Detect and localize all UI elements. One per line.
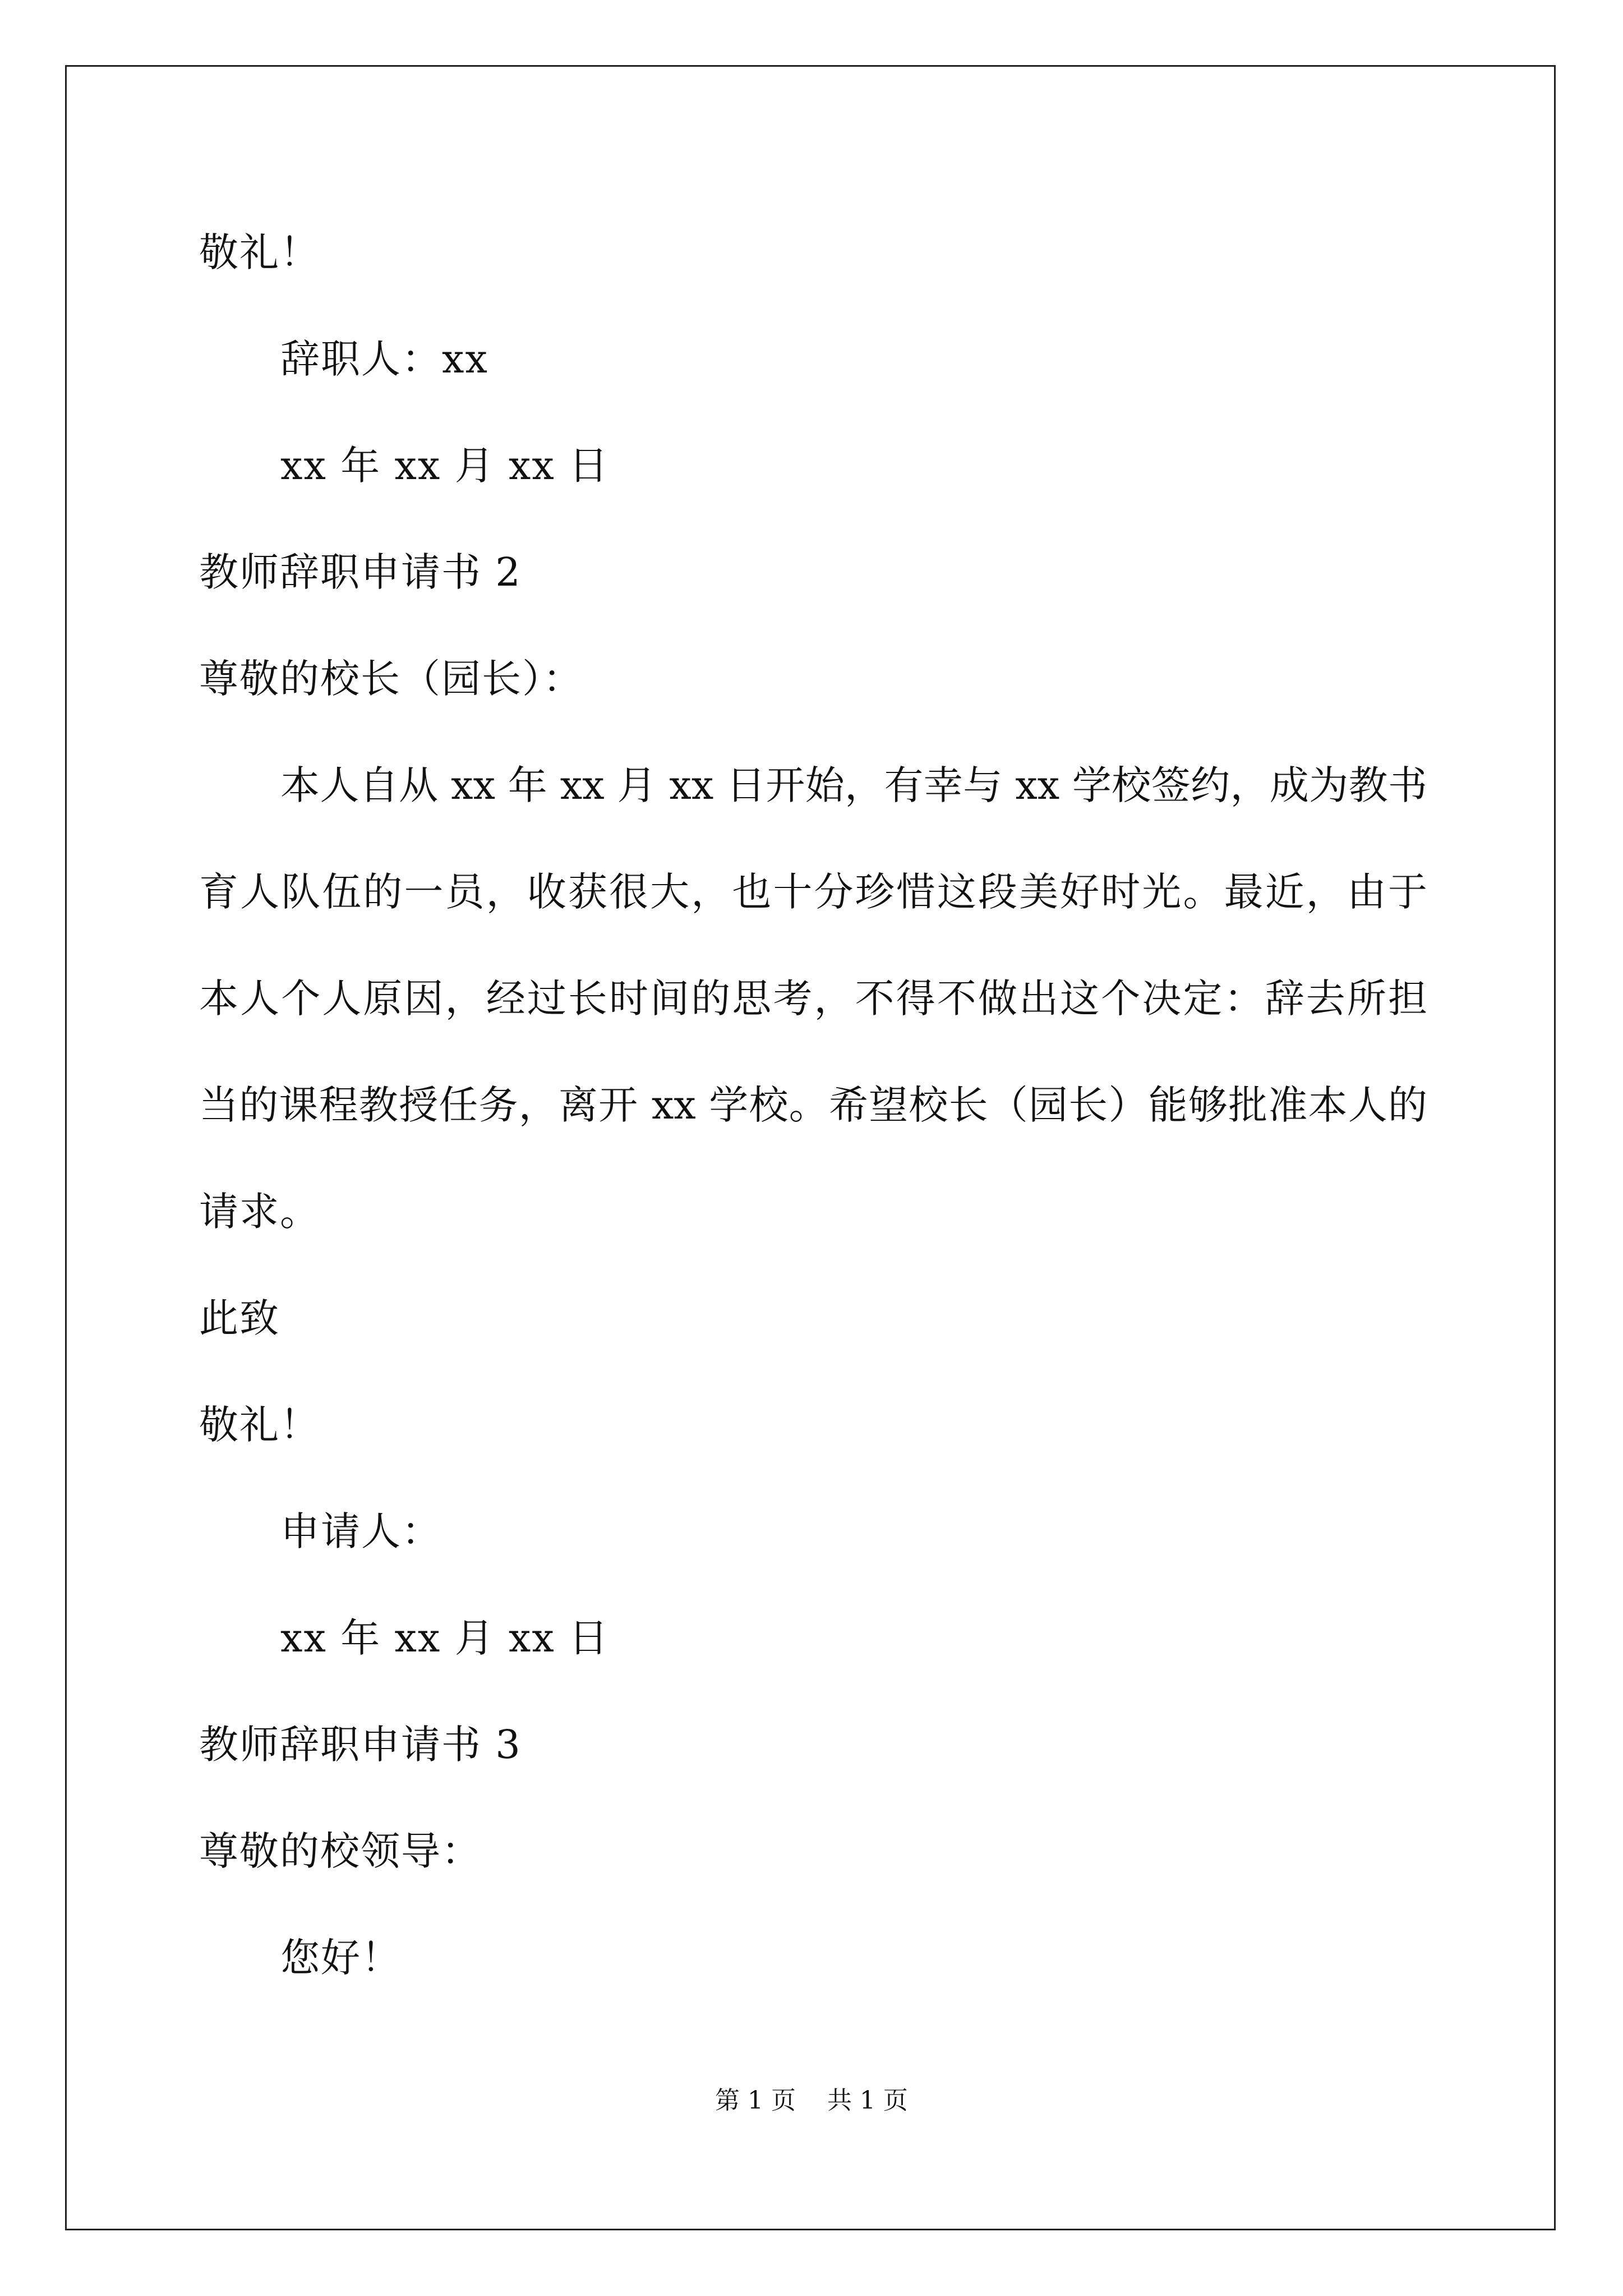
body-paragraph-line: 当的课程教授任务，离开 xx 学校。希望校长（园长）能够批准本人的	[199, 1082, 1427, 1128]
salutation-line: 敬礼！	[199, 229, 320, 275]
body-paragraph-line: 请求。	[199, 1189, 320, 1235]
greeting-line: 尊敬的校长（园长）：	[199, 656, 583, 702]
signer-line: 申请人：	[280, 1508, 442, 1554]
page-border	[65, 65, 1556, 2230]
greeting-line: 您好！	[280, 1935, 402, 1981]
date-line: xx 年 xx 月 xx 日	[280, 443, 610, 489]
body-paragraph-line: 本人自从 xx 年 xx 月 xx 日开始，有幸与 xx 学校签约，成为教书	[280, 762, 1427, 808]
date-line: xx 年 xx 月 xx 日	[280, 1615, 610, 1661]
body-paragraph-line: 育人队伍的一员，收获很大，也十分珍惜这段美好时光。最近，由于	[199, 869, 1427, 915]
signer-line: 辞职人：xx	[280, 336, 488, 382]
body-paragraph-line: 本人个人原因，经过长时间的思考，不得不做出这个决定：辞去所担	[199, 976, 1427, 1022]
greeting-line: 尊敬的校领导：	[199, 1828, 482, 1874]
salutation-line: 敬礼！	[199, 1402, 320, 1448]
section-title-2: 教师辞职申请书 2	[199, 549, 522, 595]
section-title-3: 教师辞职申请书 3	[199, 1722, 522, 1768]
closing-line: 此致	[199, 1295, 280, 1341]
page-footer: 第 1 页 共 1 页	[715, 2086, 908, 2115]
